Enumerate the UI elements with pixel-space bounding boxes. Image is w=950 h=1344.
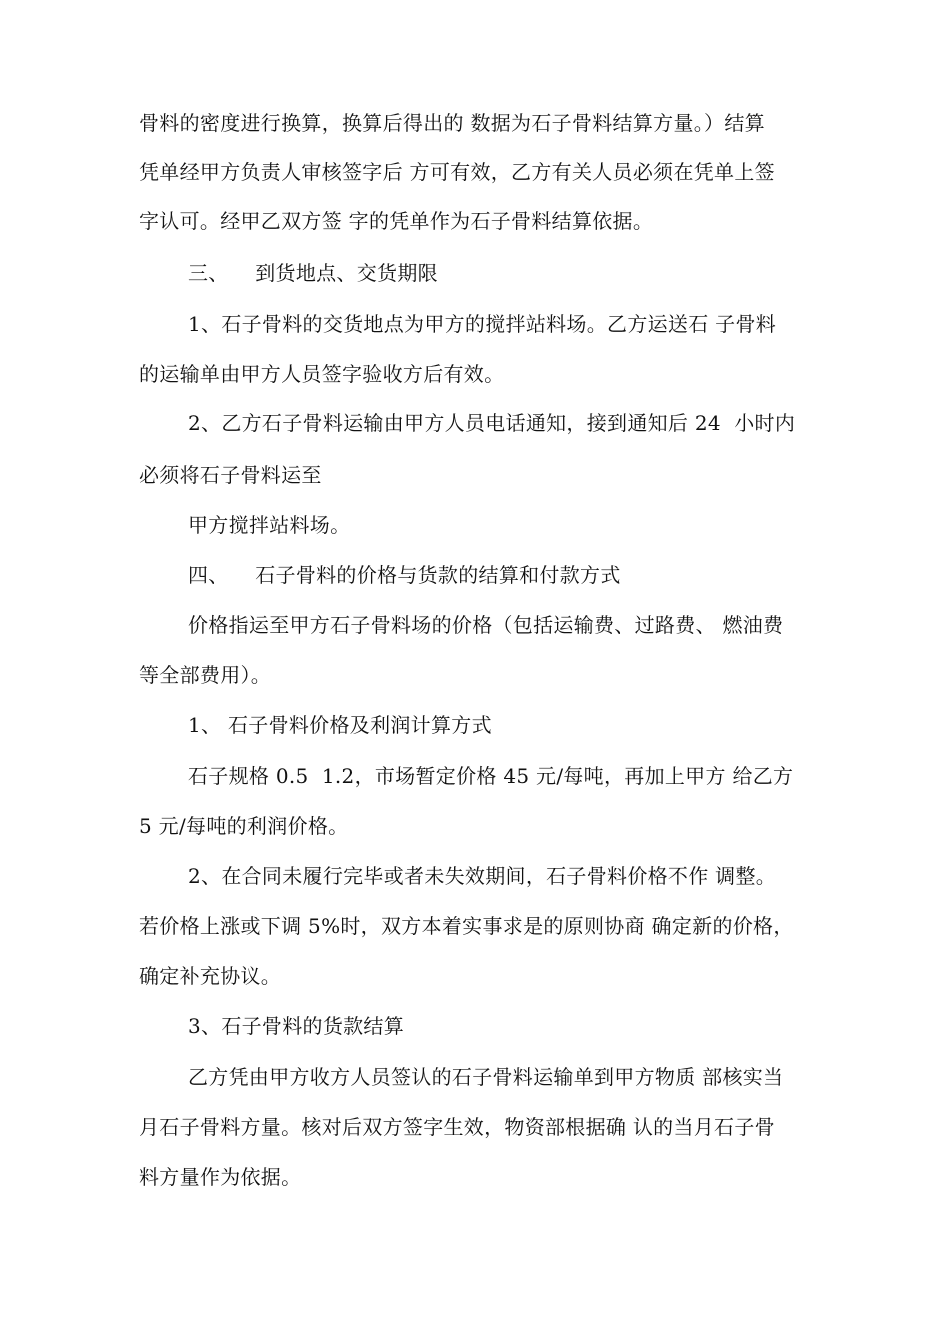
body-text-line: 月石子骨料方量。核对后双方签字生效，物资部根据确 认的当月石子骨 (139, 1115, 775, 1139)
subsection-heading: 1、 石子骨料价格及利润计算方式 (188, 713, 492, 737)
body-text-line: 甲方搅拌站料场。 (188, 513, 351, 537)
section-heading: 三、 到货地点、交货期限 (188, 261, 438, 285)
body-text-line: 价格指运至甲方石子骨料场的价格（包括运输费、过路费、 燃油费 (188, 613, 784, 637)
body-text-line: 的运输单由甲方人员签字验收方后有效。 (139, 362, 505, 386)
body-text-line: 若价格上涨或下调 5%时，双方本着实事求是的原则协商 确定新的价格， (139, 914, 794, 938)
body-text-line: 1、石子骨料的交货地点为甲方的搅拌站料场。乙方运送石 子骨料 (188, 312, 777, 336)
body-text-line: 凭单经甲方负责人审核签字后 方可有效，乙方有关人员必须在凭单上签 (139, 160, 775, 184)
body-text-line: 字认可。经甲乙双方签 字的凭单作为石子骨料结算依据。 (139, 209, 654, 233)
body-text-line: 等全部费用）。 (139, 663, 272, 687)
body-text-line: 5 元/每吨的利润价格。 (139, 814, 349, 838)
section-heading: 四、 石子骨料的价格与货款的结算和付款方式 (188, 563, 621, 587)
body-text-line: 2、在合同未履行完毕或者未失效期间，石子骨料价格不作 调整。 (188, 864, 777, 888)
subsection-heading: 3、石子骨料的货款结算 (188, 1014, 405, 1038)
body-text-line: 2、乙方石子骨料运输由甲方人员电话通知，接到通知后 24 小时内 (188, 411, 796, 435)
body-text-line: 石子规格 0.5 1.2，市场暂定价格 45 元/每吨，再加上甲方 给乙方 (188, 764, 794, 788)
body-text-line: 骨料的密度进行换算，换算后得出的 数据为石子骨料结算方量。）结算 (139, 111, 765, 135)
body-text-line: 料方量作为依据。 (139, 1165, 302, 1189)
body-text-line: 确定补充协议。 (139, 964, 282, 988)
body-text-line: 乙方凭由甲方收方人员签认的石子骨料运输单到甲方物质 部核实当 (188, 1065, 784, 1089)
body-text-line: 必须将石子骨料运至 (139, 463, 322, 487)
